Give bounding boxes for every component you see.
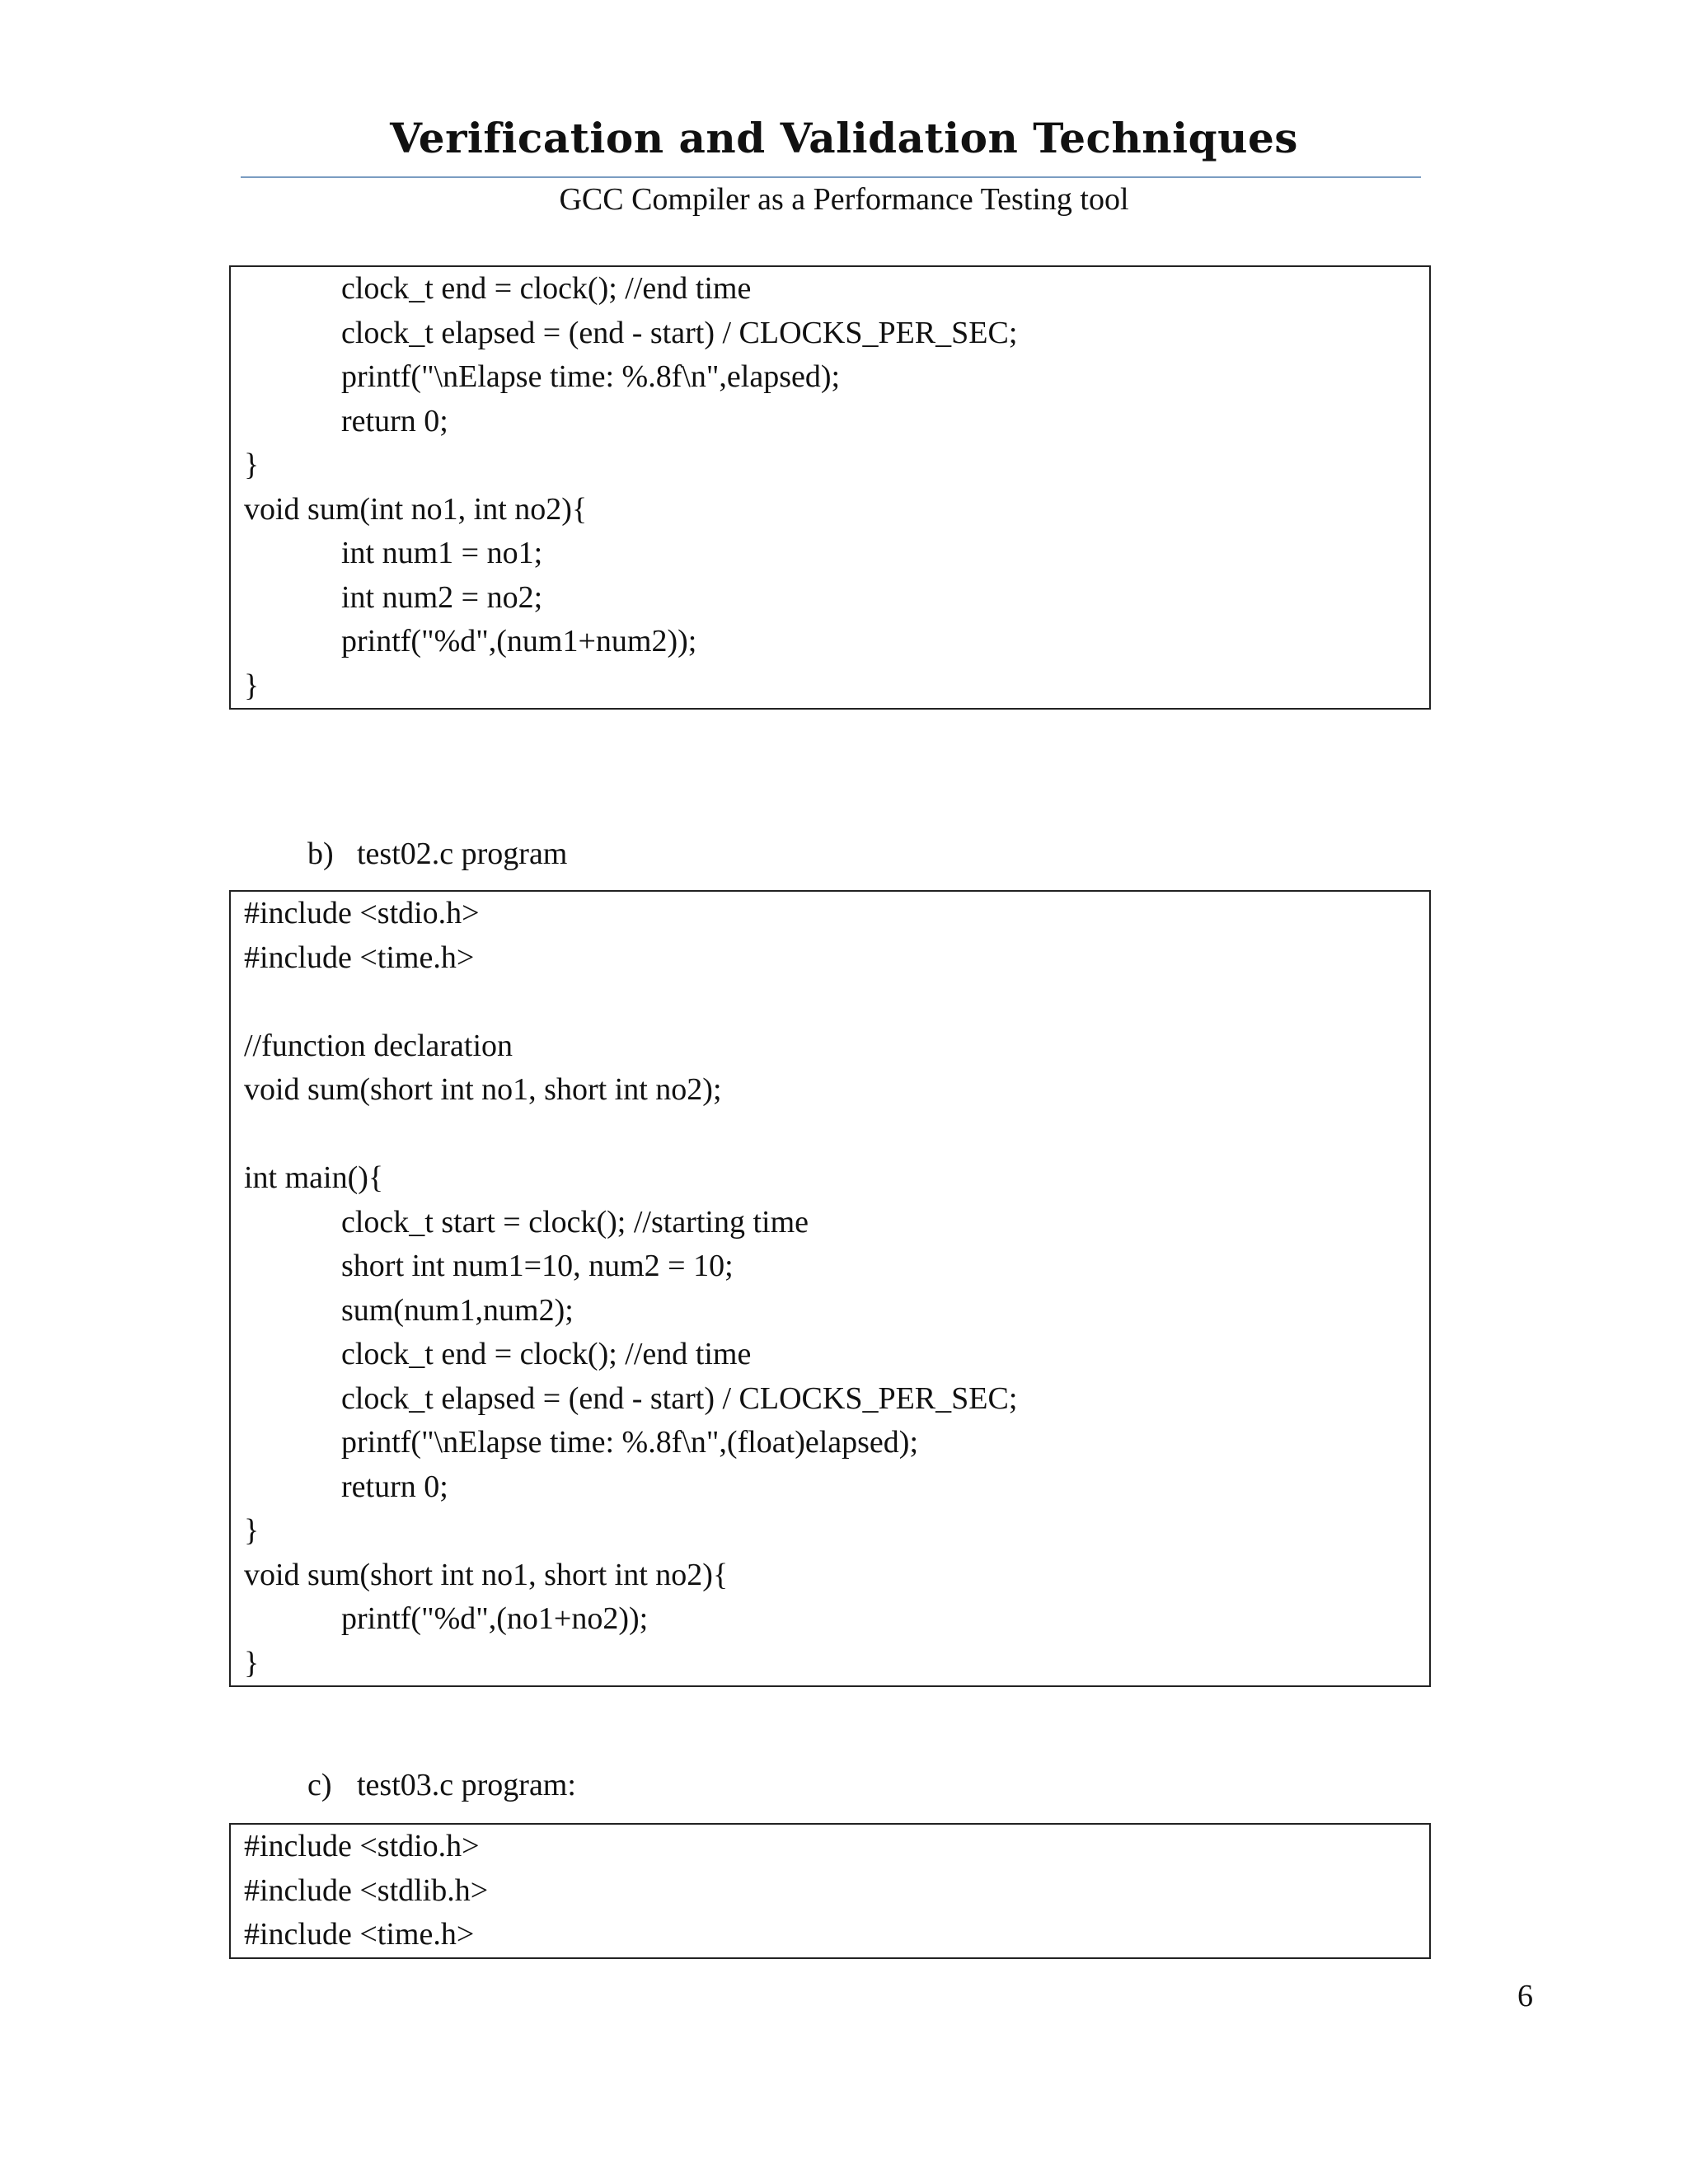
code-line: [244, 980, 1416, 1024]
code-line: printf("\nElapse time: %.8f\n",elapsed);: [341, 359, 841, 394]
section-heading-c: [292, 1731, 576, 1803]
code-line: [244, 1113, 1416, 1157]
code-block-test03: [229, 1823, 1431, 1959]
code-line: #include <time.h>: [244, 1917, 475, 1952]
code-line: short int num1=10, num2 = 10;: [341, 1249, 734, 1283]
code-line: int num1 = no1;: [341, 536, 543, 570]
code-line: clock_t end = clock(); //end time: [341, 271, 752, 306]
code-line: void sum(short int no1, short int no2);: [244, 1072, 722, 1107]
code-line: }: [244, 1513, 260, 1548]
code-line: #include <stdlib.h>: [244, 1872, 489, 1908]
section-label: test03.c program:: [357, 1768, 576, 1802]
section-heading-b: [292, 799, 567, 872]
code-line: #include <stdio.h>: [244, 896, 480, 930]
list-marker: c): [307, 1768, 332, 1802]
code-line: void sum(int no1, int no2){: [244, 491, 588, 527]
code-line: }: [244, 448, 260, 482]
code-line: int main(){: [244, 1160, 384, 1195]
page-subtitle: GCC Compiler as a Performance Testing tool: [559, 182, 1129, 217]
section-label: test02.c program: [357, 837, 568, 871]
code-line: clock_t elapsed = (end - start) / CLOCKS_PER_SEC;: [341, 1380, 1018, 1416]
code-line: clock_t elapsed = (end - start) / CLOCKS_PER_SEC;: [341, 315, 1018, 350]
code-block-test01-tail: [229, 265, 1431, 710]
code-line: }: [244, 668, 260, 703]
code-line: #include <time.h>: [244, 940, 475, 975]
code-line: printf("\nElapse time: %.8f\n",(float)elapsed);: [341, 1425, 919, 1460]
code-block-test02: [229, 890, 1431, 1687]
code-line: void sum(short int no1, short int no2){: [244, 1557, 729, 1592]
list-marker: b): [307, 837, 334, 871]
page-number: 6: [1517, 1979, 1533, 2013]
code-line: printf("%d",(no1+no2));: [341, 1601, 649, 1636]
code-line: #include <stdio.h>: [244, 1829, 480, 1863]
title-rule: [241, 176, 1421, 178]
code-line: int num2 = no2;: [341, 579, 543, 615]
code-line: clock_t end = clock(); //end time: [341, 1337, 752, 1371]
code-line: return 0;: [341, 403, 448, 438]
code-line: //function declaration: [244, 1028, 513, 1063]
code-line: return 0;: [341, 1469, 448, 1504]
code-line: sum(num1,num2);: [341, 1292, 574, 1328]
code-line: printf("%d",(num1+num2));: [341, 624, 697, 658]
page-title: Verification and Validation Techniques: [390, 114, 1298, 162]
code-line: }: [244, 1645, 260, 1680]
code-line: clock_t start = clock(); //starting time: [341, 1204, 809, 1240]
